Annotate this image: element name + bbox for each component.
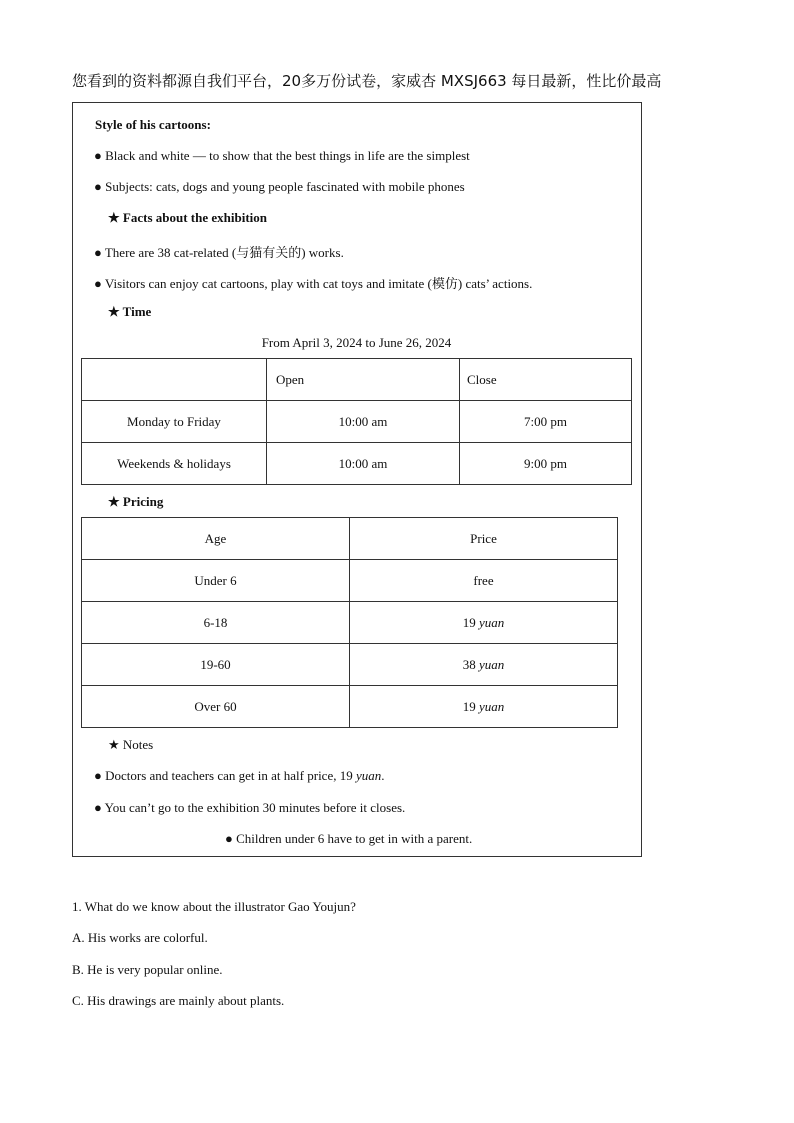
table-cell: 10:00 am bbox=[267, 443, 460, 485]
table-header-cell: Price bbox=[350, 518, 618, 560]
question-stem: 1. What do we know about the illustrator Gao Youjun? bbox=[72, 899, 356, 914]
time-range: From April 3, 2024 to June 26, 2024 bbox=[261, 335, 452, 350]
price-amount: 38 bbox=[462, 656, 476, 672]
option-b: B. He is very popular online. bbox=[72, 962, 223, 977]
facts-bullet-1: ● There are 38 cat-related (与猫有关的) works. bbox=[94, 245, 344, 260]
table-row bbox=[82, 359, 632, 401]
table-row bbox=[82, 686, 618, 728]
table-cell: Monday to Friday bbox=[82, 401, 267, 443]
pricing-heading: ★ Pricing bbox=[108, 494, 164, 509]
price-amount: 19 bbox=[462, 698, 476, 714]
facts-heading: ★ Facts about the exhibition bbox=[108, 210, 267, 225]
table-cell bbox=[350, 602, 618, 644]
style-bullet-1: ● Black and white — to show that the best things in life are the simplest bbox=[94, 148, 470, 163]
style-heading: Style of his cartoons: bbox=[95, 117, 211, 132]
notes-bullet-3: ● Children under 6 have to get in with a parent. bbox=[225, 831, 473, 846]
table-row bbox=[82, 401, 632, 443]
table-cell bbox=[350, 686, 618, 728]
price-unit: yuan bbox=[478, 698, 505, 714]
notes-bullet-1-text: ● Doctors and teachers can get in at half price, 19 bbox=[94, 768, 356, 783]
notes-bullet-1-unit: yuan bbox=[355, 768, 382, 783]
table-row bbox=[82, 644, 618, 686]
table-cell bbox=[350, 644, 618, 686]
notes-bullet-1 bbox=[94, 768, 385, 784]
price-unit: yuan bbox=[478, 656, 505, 672]
time-heading: ★ Time bbox=[108, 304, 152, 319]
table-cell: 6-18 bbox=[82, 602, 350, 644]
notes-bullet-2: ● You can’t go to the exhibition 30 minutes before it closes. bbox=[94, 800, 406, 815]
table-cell: Weekends & holidays bbox=[82, 443, 267, 485]
table-cell: 7:00 pm bbox=[460, 401, 632, 443]
table-cell: 10:00 am bbox=[267, 401, 460, 443]
style-bullet-2: ● Subjects: cats, dogs and young people fascinated with mobile phones bbox=[94, 179, 465, 194]
table-row bbox=[82, 443, 632, 485]
table-cell: 9:00 pm bbox=[460, 443, 632, 485]
price-unit: yuan bbox=[478, 614, 505, 630]
table-row bbox=[82, 602, 618, 644]
option-a: A. His works are colorful. bbox=[72, 930, 208, 945]
table-cell: 19-60 bbox=[82, 644, 350, 686]
pricing-table bbox=[81, 517, 618, 728]
table-header-cell: Close bbox=[460, 359, 632, 401]
header-banner: 您看到的资料都源自我们平台，20多万份试卷，家威杏 MXSJ663 每日最新，性比价最高 bbox=[72, 72, 662, 90]
opening-hours-table bbox=[81, 358, 632, 485]
table-header-cell bbox=[82, 359, 267, 401]
table-row bbox=[82, 560, 618, 602]
table-cell: Under 6 bbox=[82, 560, 350, 602]
table-header-cell: Age bbox=[82, 518, 350, 560]
table-cell: Over 60 bbox=[82, 686, 350, 728]
table-row bbox=[82, 518, 618, 560]
price-amount: 19 bbox=[462, 614, 476, 630]
notes-heading: ★ Notes bbox=[108, 737, 154, 752]
table-header-cell: Open bbox=[267, 359, 460, 401]
table-cell: free bbox=[350, 560, 618, 602]
notes-bullet-1-end: . bbox=[381, 768, 385, 783]
option-c: C. His drawings are mainly about plants. bbox=[72, 993, 285, 1008]
facts-bullet-2: ● Visitors can enjoy cat cartoons, play with cat toys and imitate (模仿) cats’ actions. bbox=[94, 276, 533, 291]
